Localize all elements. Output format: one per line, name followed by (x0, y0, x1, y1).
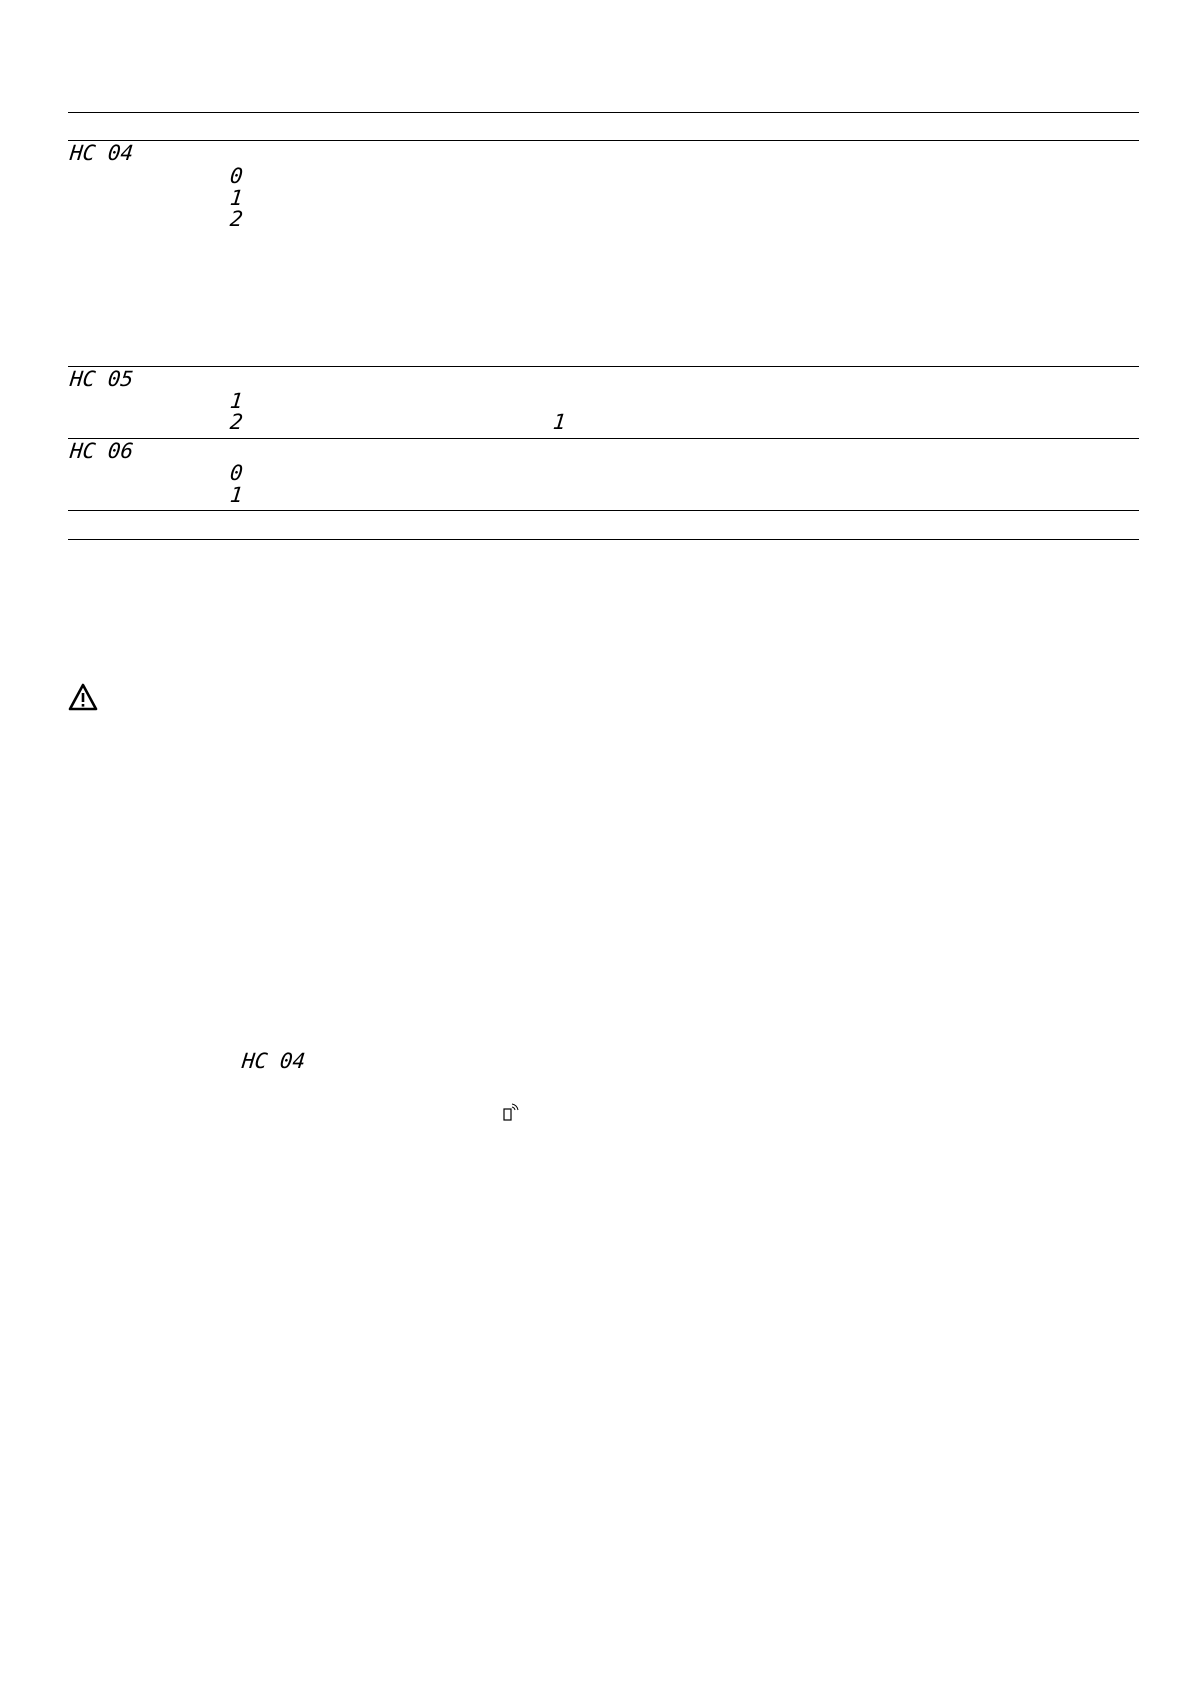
warning-triangle-icon (68, 683, 98, 711)
remote-start-icon (503, 1102, 519, 1122)
setting-inline-value: 1 (551, 410, 567, 434)
setting-value: 0 (228, 461, 244, 485)
setting-value: 1 (228, 186, 244, 210)
table-top-rule (68, 112, 1139, 113)
setting-code-hc05: HC 05 (68, 367, 135, 391)
setting-value: 1 (228, 483, 244, 507)
setting-value: 2 (228, 207, 244, 231)
setting-value: 2 (228, 410, 244, 434)
table-bottom-rule (68, 539, 1139, 540)
inline-setting-code: HC 04 (240, 1049, 307, 1073)
setting-code-hc06: HC 06 (68, 439, 135, 463)
setting-value: 0 (228, 164, 244, 188)
setting-code-hc04: HC 04 (68, 141, 135, 165)
row-divider (68, 510, 1139, 511)
row-divider (68, 438, 1139, 439)
setting-value: 1 (228, 389, 244, 413)
row-divider (68, 366, 1139, 367)
table-header-rule (68, 140, 1139, 141)
